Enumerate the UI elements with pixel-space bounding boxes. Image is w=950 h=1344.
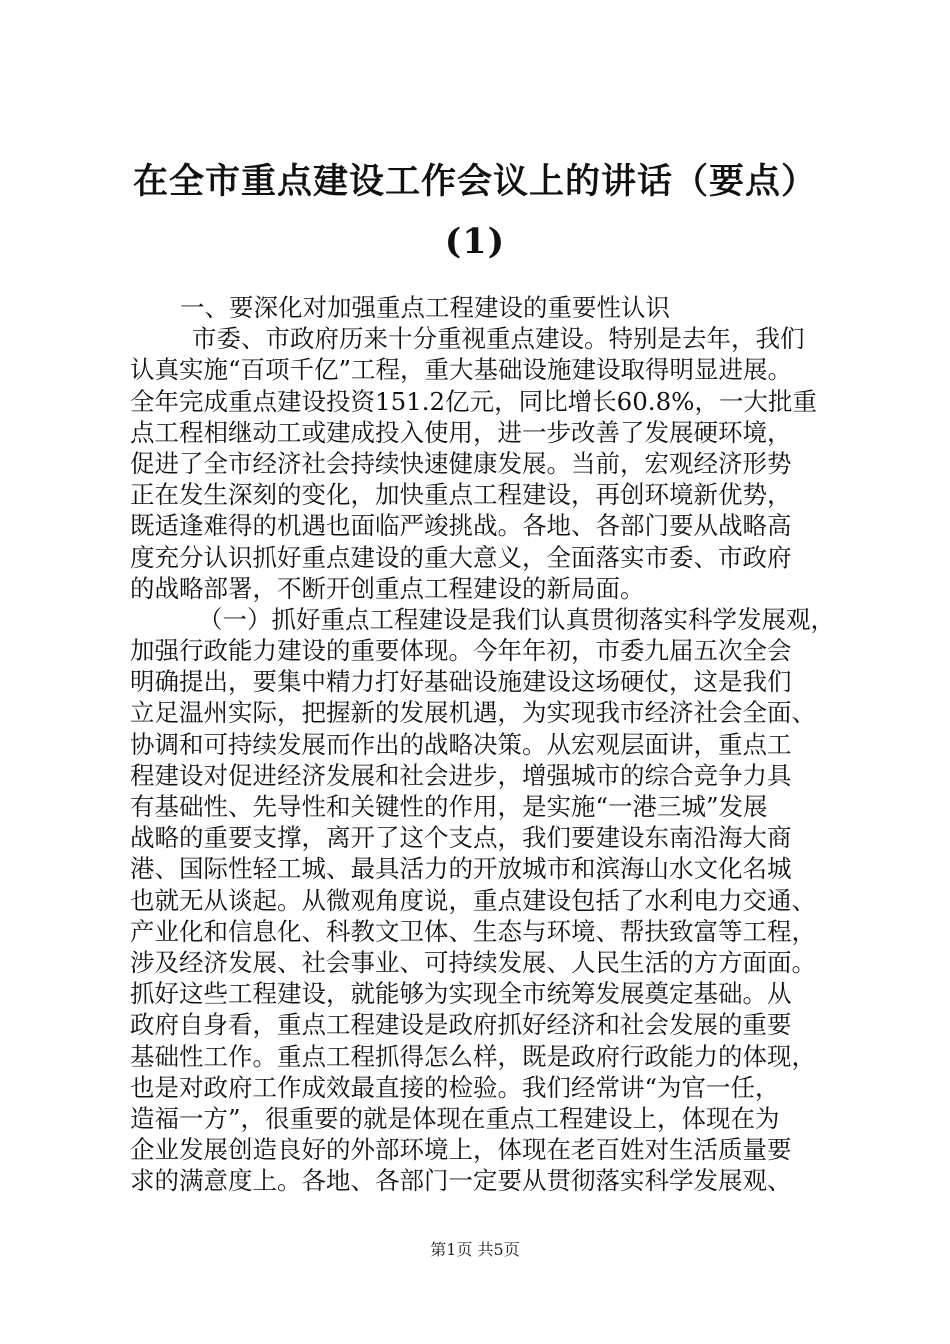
paragraph-line: 加强行政能力建设的重要体现。今年年初，市委九届五次全会 xyxy=(130,636,792,666)
paragraph-line: 认真实施“百项千亿”工程，重大基础设施建设取得明显进展。 xyxy=(130,355,793,385)
page-number-footer: 第1页 共5页 xyxy=(430,1240,520,1259)
paragraph-line: 也就无从谈起。从微观角度说，重点建设包括了水利电力交通、 xyxy=(130,885,816,915)
paragraph-line: 点工程相继动工或建成投入使用，进一步改善了发展硬环境， xyxy=(130,417,792,447)
paragraph-line: 正在发生深刻的变化，加快重点工程建设，再创环境新优势， xyxy=(130,480,792,510)
paragraph-line: 明确提出，要集中精力打好基础设施建设这场硬仗，这是我们 xyxy=(130,667,792,697)
paragraph-line: 涉及经济发展、社会事业、可持续发展、人民生活的方方面面。 xyxy=(130,947,816,977)
paragraph-line: 抓好这些工程建设，就能够为实现全市统筹发展奠定基础。从 xyxy=(130,979,792,1009)
paragraph-line: 市委、市政府历来十分重视重点建设。特别是去年，我们 xyxy=(192,324,805,354)
paragraph-line: 程建设对促进经济发展和社会进步，增强城市的综合竞争力具 xyxy=(130,760,792,790)
paragraph-line: 港、国际性轻工城、最具活力的开放城市和滨海山水文化名城 xyxy=(130,854,792,884)
paragraph-line: 企业发展创造良好的外部环境上，体现在老百姓对生活质量要 xyxy=(130,1135,792,1165)
document-title: 在全市重点建设工作会议上的讲话（要点） xyxy=(132,161,817,202)
subsection-line: （一）抓好重点工程建设是我们认真贯彻落实科学发展观， xyxy=(198,604,835,634)
paragraph-line: 造福一方”，很重要的就是体现在重点工程建设上，体现在为 xyxy=(130,1103,780,1133)
section-heading: 一、要深化对加强重点工程建设的重要性认识 xyxy=(180,293,670,322)
paragraph-line: 政府自身看，重点工程建设是政府抓好经济和社会发展的重要 xyxy=(130,1010,792,1040)
paragraph-line: 促进了全市经济社会持续快速健康发展。当前，宏观经济形势 xyxy=(130,448,792,478)
paragraph-line: 度充分认识抓好重点建设的重大意义，全面落实市委、市政府 xyxy=(130,542,792,572)
paragraph-line: 协调和可持续发展而作出的战略决策。从宏观层面讲，重点工 xyxy=(130,729,792,759)
paragraph-line: 既适逢难得的机遇也面临严竣挑战。各地、各部门要从战略高 xyxy=(130,511,792,541)
paragraph-line: 全年完成重点建设投资151.2亿元，同比增长60.8%，一大批重 xyxy=(130,386,817,416)
paragraph-line: 基础性工作。重点工程抓得怎么样，既是政府行政能力的体现， xyxy=(130,1041,816,1071)
paragraph-line: 的战略部署，不断开创重点工程建设的新局面。 xyxy=(130,573,645,603)
document-title-suffix: (1) xyxy=(444,221,506,262)
paragraph-line: 有基础性、先导性和关键性的作用，是实施“一港三城”发展 xyxy=(130,792,768,821)
paragraph-line: 战略的重要支撑，离开了这个支点，我们要建设东南沿海大商 xyxy=(130,823,792,853)
paragraph-line: 产业化和信息化、科教文卫体、生态与环境、帮扶致富等工程， xyxy=(130,916,816,946)
paragraph-line: 求的满意度上。各地、各部门一定要从贯彻落实科学发展观、 xyxy=(130,1166,792,1196)
document-body xyxy=(130,292,842,1196)
paragraph-line: 立足温州实际，把握新的发展机遇，为实现我市经济社会全面、 xyxy=(130,698,816,728)
paragraph-line: 也是对政府工作成效最直接的检验。我们经常讲“为官一任， xyxy=(130,1072,780,1102)
